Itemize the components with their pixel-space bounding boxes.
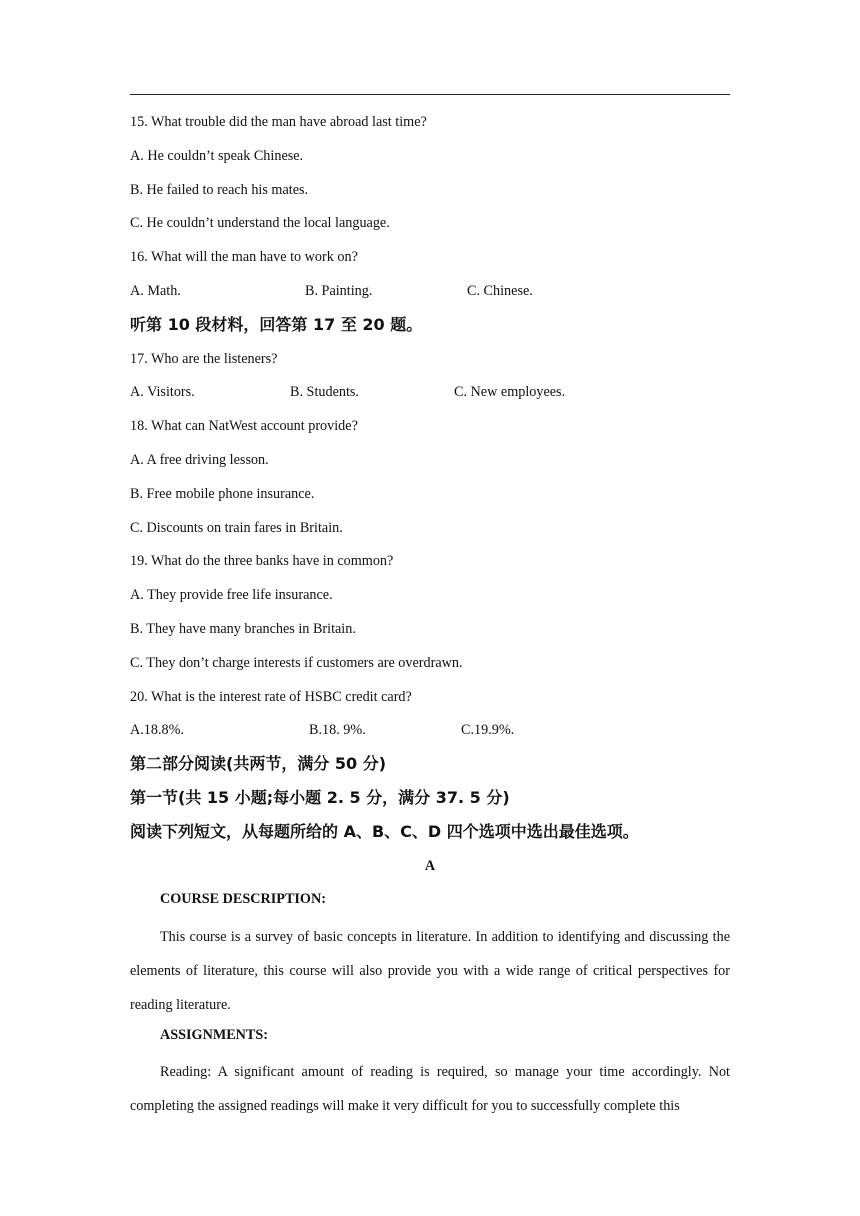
section-1-heading: 第一节(共 15 小题;每小题 2. 5 分，满分 37. 5 分) [130, 787, 510, 807]
exam-page [130, 110, 730, 1124]
question-20-option-b: B.18. 9%. [309, 722, 366, 739]
question-17-option-b: B. Students. [290, 384, 359, 401]
question-18-stem: 18. What can NatWest account provide? [130, 418, 358, 435]
reading-instructions: 阅读下列短文，从每题所给的 A、B、C、D 四个选项中选出最佳选项。 [130, 821, 639, 841]
course-description-heading: COURSE DESCRIPTION: [160, 891, 326, 908]
question-15-option-a: A. He couldn’t speak Chinese. [130, 147, 304, 164]
section-10-heading: 听第 10 段材料，回答第 17 至 20 题。 [130, 314, 423, 334]
question-16-stem: 16. What will the man have to work on? [130, 249, 358, 266]
assignments-heading: ASSIGNMENTS: [160, 1026, 269, 1043]
question-17-options [130, 380, 730, 414]
course-description-text: This course is a survey of basic concepts in literature. In addition to identifying and discussing the elements of literature, this course will also provide you with a wide range of critical perspectives for reading literature. [130, 929, 730, 1013]
question-20-options [130, 718, 730, 752]
question-18-option-b: B. Free mobile phone insurance. [130, 485, 315, 502]
question-20-option-a: A.18.8%. [130, 722, 184, 739]
question-16-option-c: C. Chinese. [467, 282, 533, 299]
question-17-option-c: C. New employees. [454, 384, 566, 401]
question-16-options [130, 279, 730, 313]
header-rule [130, 94, 730, 95]
question-19-option-a: A. They provide free life insurance. [130, 587, 333, 604]
question-15-option-b: B. He failed to reach his mates. [130, 181, 309, 198]
question-18-option-a: A. A free driving lesson. [130, 451, 269, 468]
question-17-stem: 17. Who are the listeners? [130, 350, 278, 367]
reading-assignment-text: Reading: A significant amount of reading is required, so manage your time accordingly. Not completing the assigned readings will make it very difficult for you to successfully complete this [130, 1064, 730, 1115]
question-16-option-b: B. Painting. [305, 282, 373, 299]
question-15-stem: 15. What trouble did the man have abroad last time? [130, 114, 427, 130]
question-19-stem: 19. What do the three banks have in common? [130, 553, 394, 570]
question-17-option-a: A. Visitors. [130, 384, 195, 401]
question-20-option-c: C.19.9%. [461, 722, 515, 739]
question-18-option-c: C. Discounts on train fares in Britain. [130, 519, 343, 536]
part-2-heading: 第二部分阅读(共两节，满分 50 分) [130, 754, 387, 774]
question-15-option-c: C. He couldn’t understand the local language. [130, 215, 390, 232]
question-19-option-c: C. They don’t charge interests if customers are overdrawn. [130, 654, 463, 671]
question-16-option-a: A. Math. [130, 282, 181, 299]
question-20-stem: 20. What is the interest rate of HSBC credit card? [130, 688, 412, 705]
passage-label: A [424, 857, 436, 874]
question-19-option-b: B. They have many branches in Britain. [130, 620, 356, 637]
